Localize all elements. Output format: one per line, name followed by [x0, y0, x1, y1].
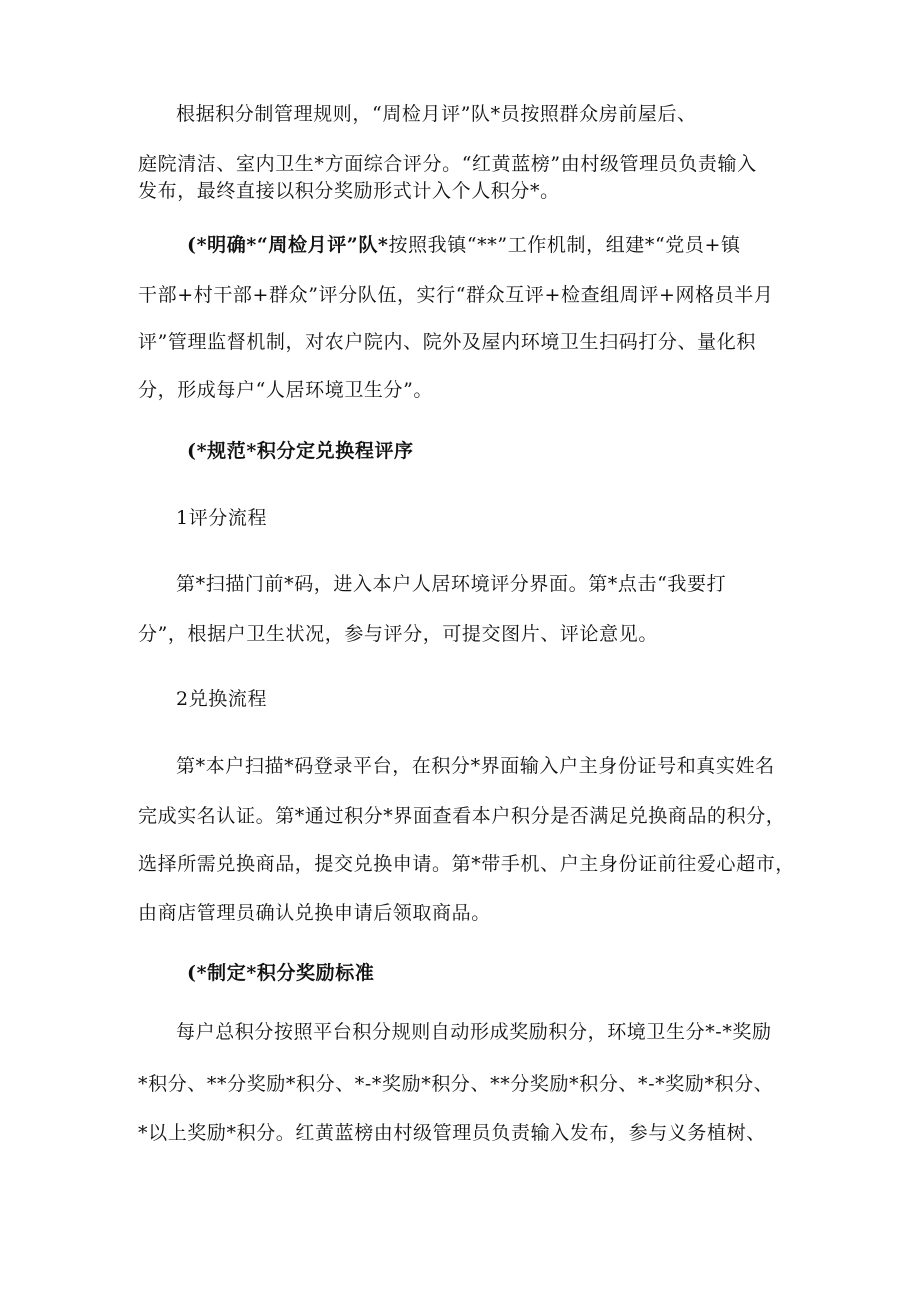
paragraph-3-line-1: 第*扫描门前*码，进入本户人居环境评分界面。第*点击“我要打 [176, 573, 727, 595]
paragraph-2-line-2: 干部+村干部+群众”评分队伍，实行“群众互评+检查组周评+网格员半月 [138, 284, 774, 306]
paragraph-4-line-2: 完成实名认证。第*通过积分*界面查看本户积分是否满足兑换商品的积分， [138, 805, 786, 827]
section-heading-exchange-procedure: (*规范*积分定兑换程评序 [187, 440, 414, 462]
paragraph-4-line-4: 由商店管理员确认兑换申请后领取商品。 [138, 902, 491, 924]
paragraph-1-line-3: 发布，最终直接以积分奖励形式计入个人积分*。 [138, 180, 560, 202]
paragraph-5-line-3: *以上奖励*积分。红黄蓝榜由村级管理员负责输入发布，参与义务植树、 [138, 1122, 766, 1144]
paragraph-4-line-3: 选择所需兑换商品，提交兑换申请。第*带手机、户主身份证前往爱心超市， [138, 853, 795, 875]
paragraph-2-line-4: 分，形成每户“人居环境卫生分”。 [138, 379, 434, 401]
paragraph-1-line-1: 根据积分制管理规则，“周检月评”队*员按照群众房前屋后、 [176, 103, 697, 125]
paragraph-1-line-2: 庭院清洁、室内卫生*方面综合评分。“红黄蓝榜”由村级管理员负责输入 [138, 153, 757, 175]
paragraph-3-line-2: 分”，根据户卫生状况，参与评分，可提交图片、评论意见。 [138, 623, 658, 645]
section-heading-team-inline [187, 232, 847, 258]
section-heading-team: (*明确*“周检月评”队* [187, 234, 389, 256]
subheading-scoring-process: 1评分流程 [176, 507, 268, 529]
paragraph-5-line-1: 每户总积分按照平台积分规则自动形成奖励积分，环境卫生分*-*奖励 [176, 1021, 772, 1043]
paragraph-4-line-1: 第*本户扫描*码登录平台，在积分*界面输入户主身份证号和真实姓名 [176, 755, 775, 777]
paragraph-2-line-3: 评”管理监督机制，对农户院内、院外及屋内环境卫生扫码打分、量化积 [138, 331, 756, 353]
section-heading-reward-standard: (*制定*积分奖励标准 [187, 962, 375, 984]
paragraph-2-line-1: 按照我镇“**”工作机制，组建*“党员+镇 [388, 234, 741, 256]
paragraph-5-line-2: *积分、**分奖励*积分、*-*奖励*积分、**分奖励*积分、*-*奖励*积分、 [138, 1073, 774, 1095]
subheading-exchange-process: 2兑换流程 [176, 688, 268, 710]
